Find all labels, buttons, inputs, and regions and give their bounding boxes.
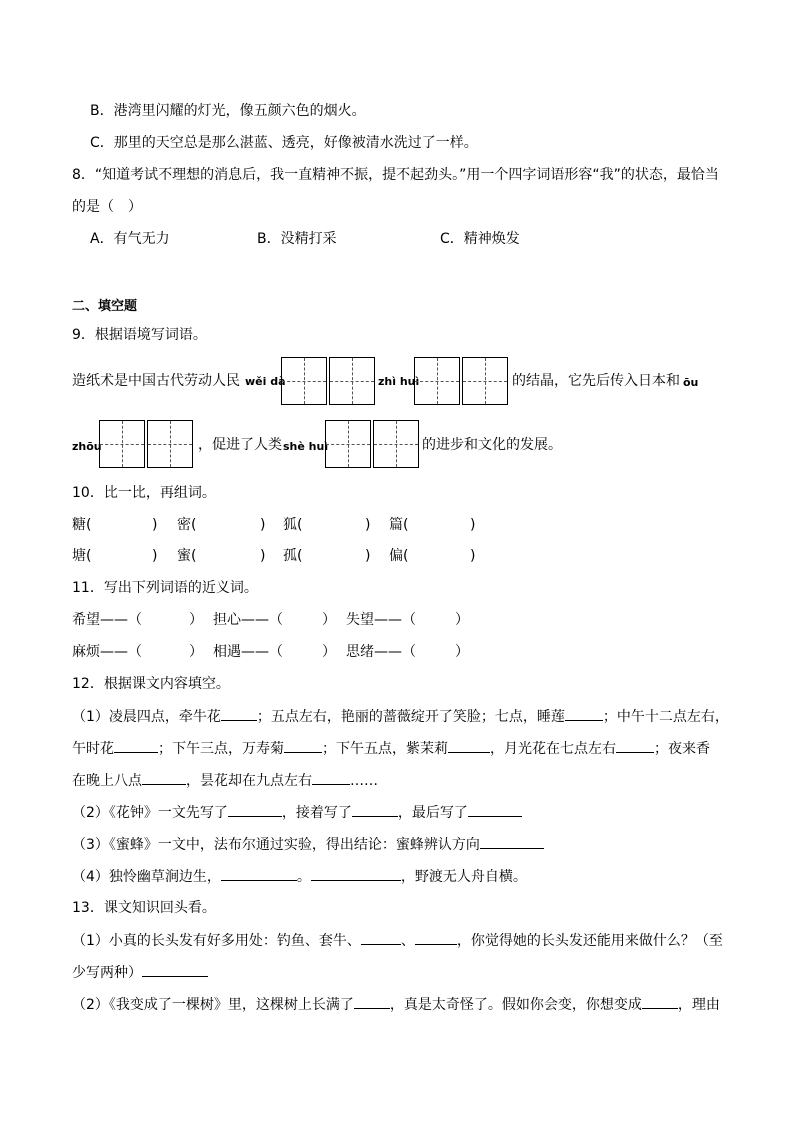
q10-r2-p1: ) <box>152 548 158 564</box>
q11-r1-c1: 希望——（ <box>72 612 142 628</box>
tianzi-box[interactable] <box>147 420 193 468</box>
q10-r2-c3: 孤( <box>283 548 303 564</box>
q9-line1-suffix: 的结晶，它先后传入日本和 <box>512 373 680 389</box>
q9-line1-prefix: 造纸术是中国古代劳动人民 <box>72 373 240 389</box>
q10-r2-p3: ) <box>365 548 371 564</box>
q10-r1-p3: ) <box>365 517 371 533</box>
q13-p1-line1 <box>72 930 723 951</box>
q7-option-b: B．港湾里闪耀的灯光，像五颜六色的烟火。 <box>90 103 366 119</box>
text: ，野渡无人舟自横。 <box>400 869 527 885</box>
pinyin-ou: ōu <box>683 376 699 389</box>
answer-blank[interactable] <box>228 802 282 817</box>
q10-r1-c4: 篇( <box>389 517 409 533</box>
q11-r2-p2: ） <box>322 644 336 660</box>
text: （1）凌晨四点，牵牛花 <box>72 709 221 725</box>
q12-p1-line2 <box>72 738 710 759</box>
q11-r1-c3: 失望——（ <box>346 612 416 628</box>
q10-r1-c3: 狐( <box>283 517 303 533</box>
text: ，理由 <box>677 997 720 1013</box>
text: 。 <box>296 869 311 885</box>
text: ，月光花在七点左右 <box>490 741 616 757</box>
q10-r1-p1: ) <box>152 517 158 533</box>
answer-blank[interactable] <box>352 802 398 817</box>
q13-p2 <box>72 994 720 1015</box>
tianzi-box[interactable] <box>281 357 327 405</box>
q10-r1-c2: 密( <box>177 517 197 533</box>
text: ；五点左右，艳丽的蔷薇绽开了笑脸；七点，睡莲 <box>256 709 565 725</box>
q9-line2-suffix: 的进步和文化的发展。 <box>422 437 562 453</box>
q7-option-c: C．那里的天空总是那么湛蓝、透亮，好像被清水洗过了一样。 <box>90 135 478 151</box>
text: （3）《蜜蜂》一文中，法布尔通过实验，得出结论：蜜蜂辨认方向 <box>72 837 480 853</box>
q10-r2-p4: ) <box>470 548 476 564</box>
q10-r2-p2: ) <box>260 548 266 564</box>
answer-blank[interactable] <box>142 770 186 785</box>
text: （1）小真的长头发有好多用处：钓鱼、套牛、 <box>72 933 361 949</box>
text: …… <box>350 773 378 789</box>
q11-r1-p1: ） <box>189 612 203 628</box>
q10-r1-p4: ) <box>470 517 476 533</box>
answer-blank[interactable] <box>142 962 208 977</box>
q11-stem: 11．写出下列词语的近义词。 <box>72 580 258 596</box>
q12-stem: 12．根据课文内容填空。 <box>72 676 230 692</box>
tianzi-box[interactable] <box>414 357 460 405</box>
q11-r2-c1: 麻烦——（ <box>72 644 142 660</box>
text: ，真是太奇怪了。假如你会变，你想变成 <box>389 997 642 1013</box>
pinyin-zhihui: zhì huì <box>378 375 420 388</box>
tianzi-box[interactable] <box>329 357 375 405</box>
q8-option-a: A．有气无力 <box>90 231 170 247</box>
q12-p2 <box>72 802 522 823</box>
text: （2）《花钟》一文先写了 <box>72 805 228 821</box>
q11-r2-p3: ） <box>455 644 469 660</box>
tianzi-box[interactable] <box>373 420 419 468</box>
answer-blank[interactable] <box>311 866 401 881</box>
q8-option-b: B．没精打采 <box>257 231 337 247</box>
q9-line2-mid: ，促进了人类 <box>198 437 282 453</box>
q11-r1-c2: 担心——（ <box>213 612 283 628</box>
q8-stem-line1: 8．“知道考试不理想的消息后，我一直精神不振，提不起劲头。”用一个四字词语形容“我”的状态，最恰当 <box>72 167 719 183</box>
text: 在晚上八点 <box>72 773 142 789</box>
tianzi-box[interactable] <box>99 420 145 468</box>
text: ，你觉得她的长头发还能用来做什么？（至 <box>456 933 723 949</box>
q13-stem: 13．课文知识回头看。 <box>72 900 216 916</box>
text: 午时花 <box>72 741 114 757</box>
answer-blank[interactable] <box>415 930 457 945</box>
answer-blank[interactable] <box>284 738 322 753</box>
q10-stem: 10．比一比，再组词。 <box>72 485 216 501</box>
answer-blank[interactable] <box>361 930 401 945</box>
text: （4）独怜幽草涧边生， <box>72 869 221 885</box>
q13-p1-line2 <box>72 962 208 983</box>
text: ，接着写了 <box>281 805 352 821</box>
text: ，最后写了 <box>397 805 468 821</box>
text: 少写两种） <box>72 965 142 981</box>
q11-r1-p2: ） <box>322 612 336 628</box>
q11-r1-p3: ） <box>455 612 469 628</box>
q10-r1-p2: ) <box>260 517 266 533</box>
q11-r2-p1: ） <box>189 644 203 660</box>
q12-p4 <box>72 866 527 887</box>
q10-r2-c1: 塘( <box>72 548 92 564</box>
q11-r2-c3: 思绪——（ <box>346 644 416 660</box>
q11-r2-c2: 相遇——（ <box>213 644 283 660</box>
answer-blank[interactable] <box>616 738 654 753</box>
answer-blank[interactable] <box>114 738 158 753</box>
q9-stem: 9．根据语境写词语。 <box>72 327 207 343</box>
pinyin-zhou: zhōu <box>72 440 102 453</box>
q8-stem-line2: 的是（ ） <box>72 199 142 215</box>
pinyin-shehui: shè huì <box>283 440 329 453</box>
tianzi-box[interactable] <box>462 357 508 405</box>
tianzi-box[interactable] <box>325 420 371 468</box>
text: ；中午十二点左右， <box>602 709 729 725</box>
answer-blank[interactable] <box>480 834 544 849</box>
text: ；下午三点，万寿菊 <box>158 741 284 757</box>
q12-p1-line3 <box>72 770 378 791</box>
text: 、 <box>400 933 415 949</box>
answer-blank[interactable] <box>221 866 297 881</box>
text: ，昙花却在九点左右 <box>186 773 312 789</box>
q10-r2-c2: 蜜( <box>177 548 197 564</box>
answer-blank[interactable] <box>354 994 390 1009</box>
answer-blank[interactable] <box>565 706 603 721</box>
text: ；下午五点，紫茉莉 <box>322 741 448 757</box>
pinyin-weida: wěi dà <box>245 375 286 388</box>
text: ；夜来香 <box>654 741 710 757</box>
text: （2）《我变成了一棵树》里，这棵树上长满了 <box>72 997 354 1013</box>
q10-r2-c4: 偏( <box>389 548 409 564</box>
q8-option-c: C．精神焕发 <box>440 231 520 247</box>
answer-blank[interactable] <box>221 706 257 721</box>
section-title: 二、填空题 <box>72 299 138 314</box>
answer-blank[interactable] <box>468 802 522 817</box>
answer-blank[interactable] <box>312 770 350 785</box>
answer-blank[interactable] <box>448 738 490 753</box>
q10-r1-c1: 糖( <box>72 517 92 533</box>
q12-p1-line1 <box>72 706 729 727</box>
q12-p3 <box>72 834 544 855</box>
answer-blank[interactable] <box>642 994 678 1009</box>
